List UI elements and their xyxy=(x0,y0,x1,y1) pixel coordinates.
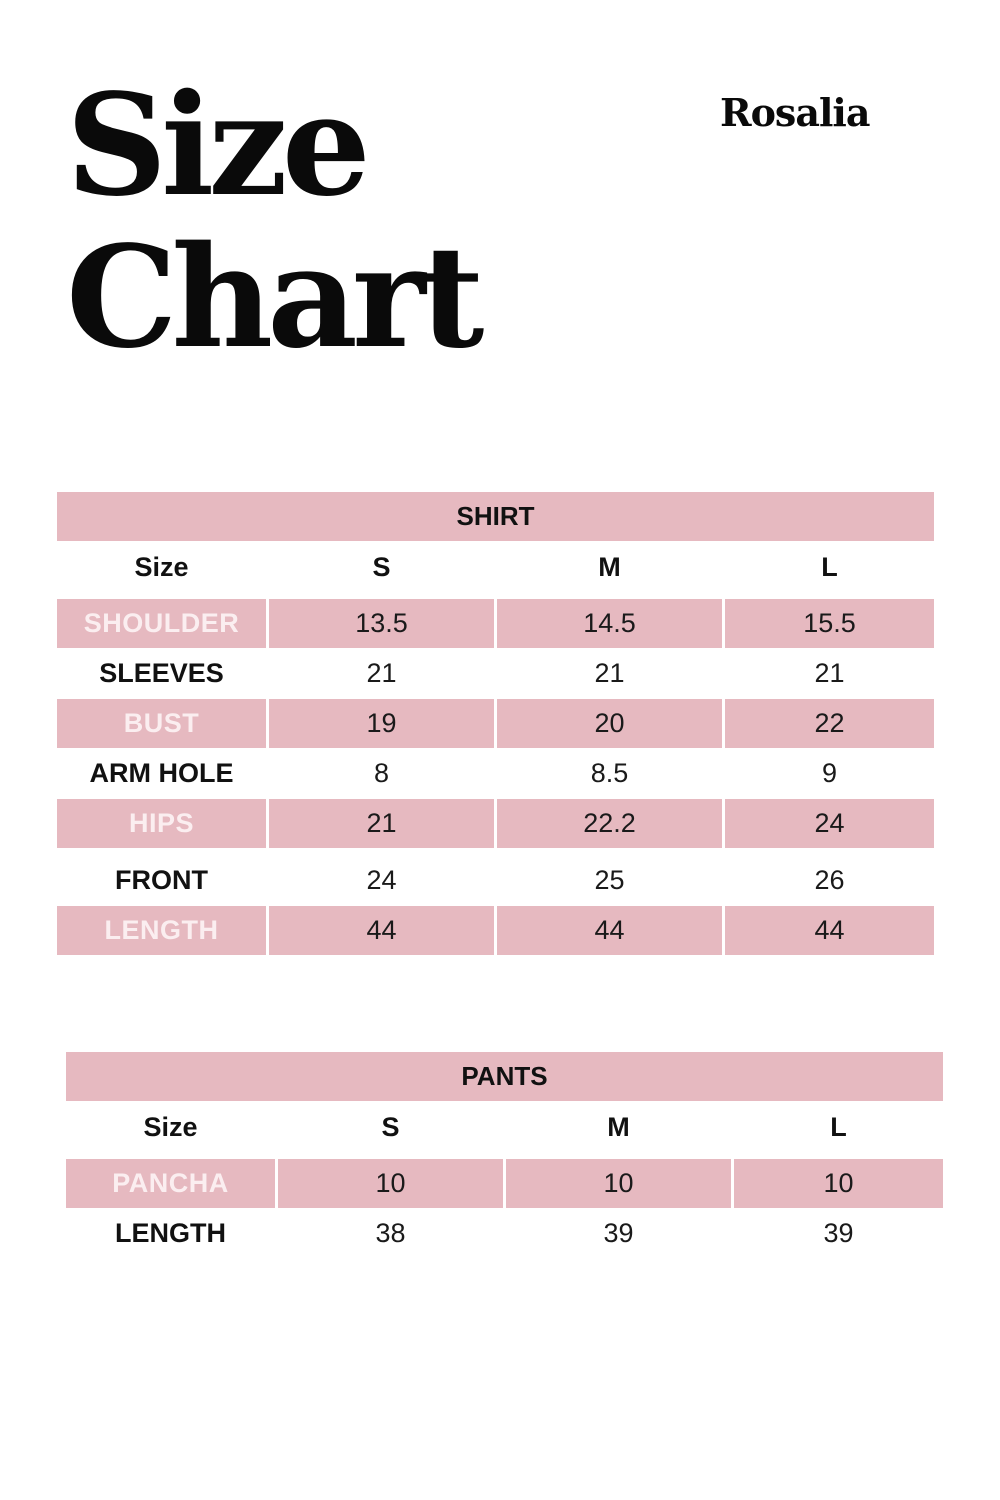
page-title-line-2: Chart xyxy=(66,216,479,380)
table-row xyxy=(57,856,934,905)
value-l: 44 xyxy=(725,906,934,955)
value-l: 39 xyxy=(823,1218,854,1248)
row-label: SLEEVES xyxy=(99,658,224,688)
value-s: 19 xyxy=(269,699,494,748)
table-row xyxy=(57,799,934,848)
table-row xyxy=(57,699,934,748)
row-label: SHOULDER xyxy=(57,599,266,648)
row-label: FRONT xyxy=(115,865,208,895)
value-s: 13.5 xyxy=(269,599,494,648)
size-s: S xyxy=(372,552,391,582)
value-s: 24 xyxy=(366,865,397,895)
size-m: M xyxy=(598,552,621,582)
size-l: L xyxy=(830,1112,847,1142)
value-l: 21 xyxy=(814,658,845,688)
row-label: HIPS xyxy=(57,799,266,848)
brand-logo: Rosalia xyxy=(720,90,870,135)
row-label: ARM HOLE xyxy=(89,758,234,788)
value-l: 15.5 xyxy=(725,599,934,648)
value-s: 44 xyxy=(269,906,494,955)
value-s: 10 xyxy=(278,1159,503,1208)
row-label: LENGTH xyxy=(57,906,266,955)
value-m: 20 xyxy=(497,699,722,748)
table-row xyxy=(57,649,934,698)
table-row xyxy=(57,749,934,798)
table-row xyxy=(66,1209,943,1258)
value-s: 21 xyxy=(366,658,397,688)
size-label: Size xyxy=(143,1112,198,1142)
row-label: LENGTH xyxy=(115,1218,226,1248)
value-m: 44 xyxy=(497,906,722,955)
row-label: BUST xyxy=(57,699,266,748)
shirt-size-row xyxy=(57,543,934,592)
pants-table-heading: PANTS xyxy=(66,1052,943,1101)
row-label: PANCHA xyxy=(66,1159,275,1208)
value-s: 8 xyxy=(373,758,390,788)
size-s: S xyxy=(381,1112,400,1142)
value-m: 25 xyxy=(594,865,625,895)
value-m: 14.5 xyxy=(497,599,722,648)
table-row xyxy=(57,599,934,648)
shirt-table-heading: SHIRT xyxy=(57,492,934,541)
value-l: 10 xyxy=(734,1159,943,1208)
size-l: L xyxy=(821,552,838,582)
value-l: 24 xyxy=(725,799,934,848)
value-s: 38 xyxy=(375,1218,406,1248)
value-l: 22 xyxy=(725,699,934,748)
pants-size-row xyxy=(66,1103,943,1152)
value-l: 26 xyxy=(814,865,845,895)
size-label: Size xyxy=(134,552,189,582)
value-m: 10 xyxy=(506,1159,731,1208)
value-m: 22.2 xyxy=(497,799,722,848)
value-m: 39 xyxy=(603,1218,634,1248)
value-l: 9 xyxy=(821,758,838,788)
value-m: 8.5 xyxy=(590,758,629,788)
table-row xyxy=(57,906,934,955)
page-title-line-1: Size xyxy=(66,64,365,228)
value-s: 21 xyxy=(269,799,494,848)
value-m: 21 xyxy=(594,658,625,688)
size-m: M xyxy=(607,1112,630,1142)
table-row xyxy=(66,1159,943,1208)
